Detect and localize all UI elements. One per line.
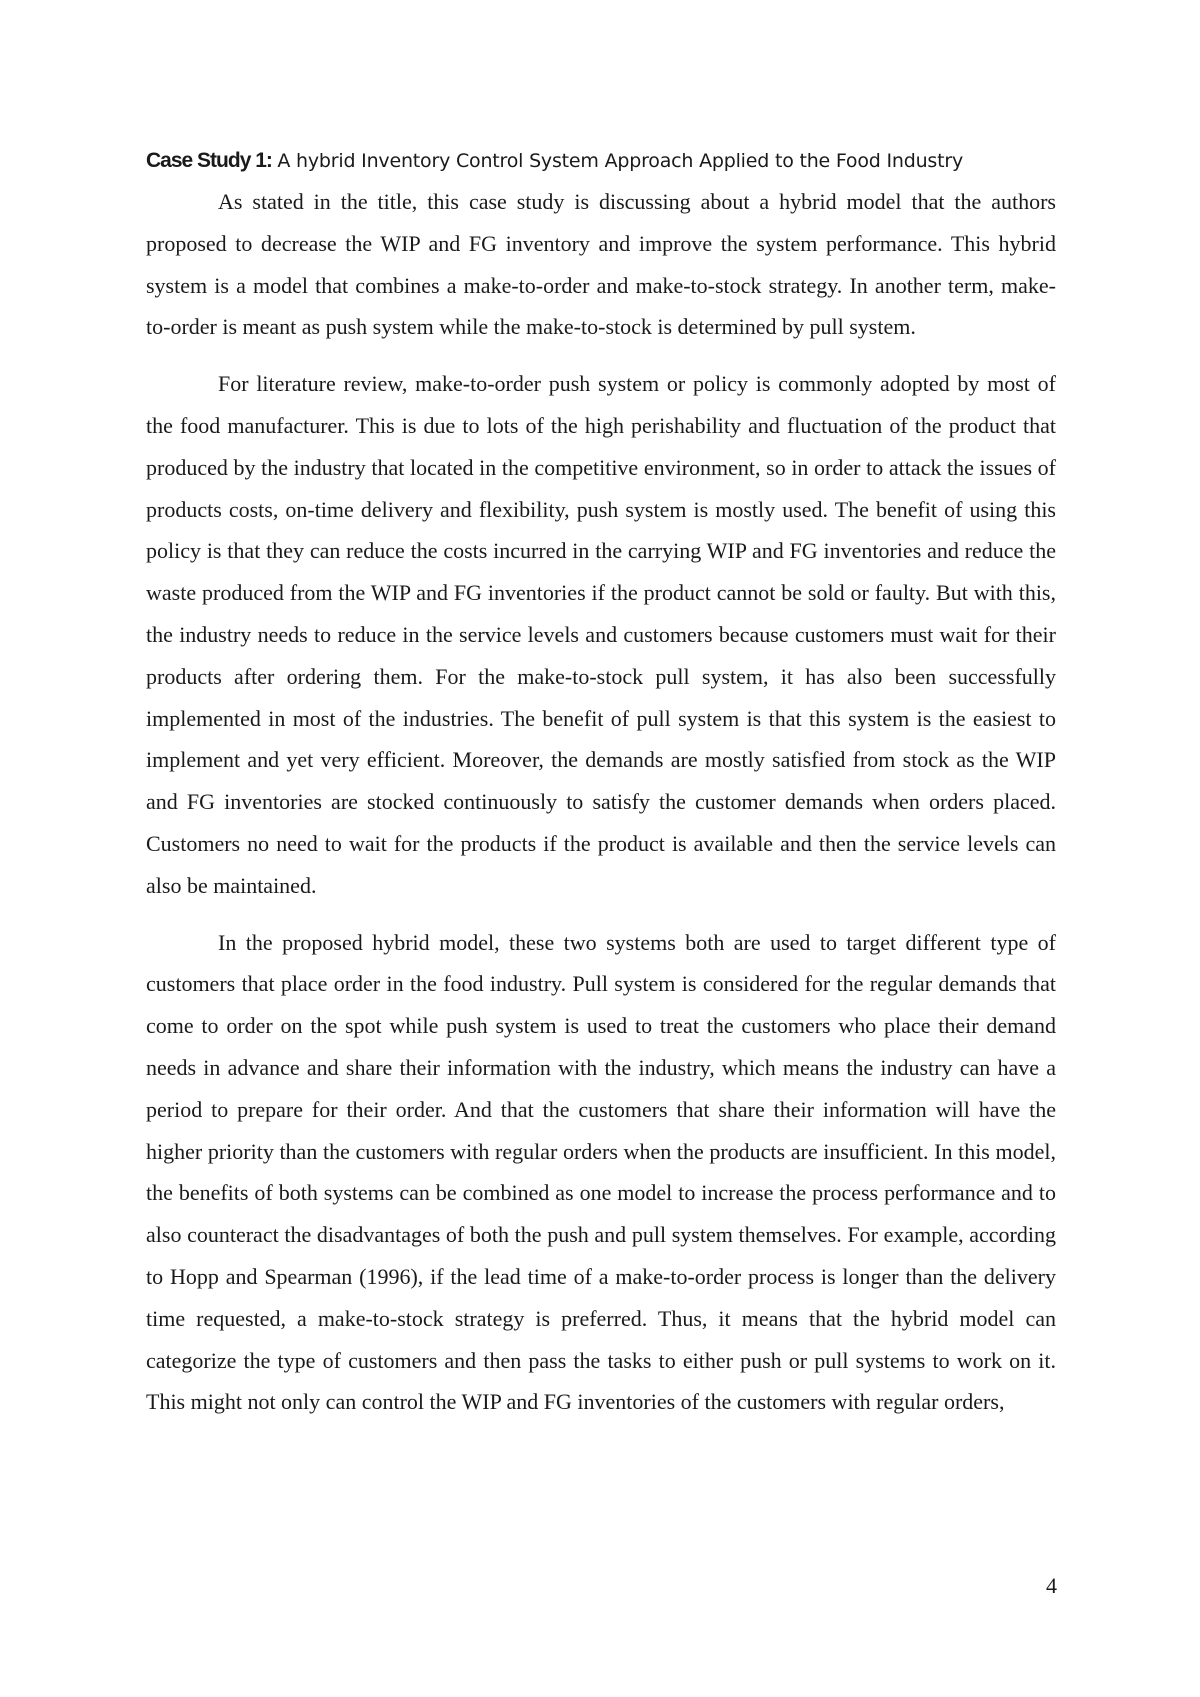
paragraph-proposed-model: In the proposed hybrid model, these two systems both are used to target different type of customers that place order in the food industry. Pull system is considered for the regular demands that come to order on the spot while push system is used to treat the customers who place their demand needs in advance and share their information with the industry, which means the industry can have a period to prepare for their order. And that the customers that share their information will have the higher priority than the customers with regular orders when the products are insufficient. In this model, the benefits of both systems can be combined as one model to increase the process performance and to also counteract the disadvantages of both the push and pull system themselves. For example, according to Hopp and Spearman (1996), if the lead time of a make-to-order process is longer than the delivery time requested, a make-to-stock strategy is preferred. Thus, it means that the hybrid model can categorize the type of customers and then pass the tasks to either push or pull systems to work on it. This might not only can control the WIP and FG inventories of the customers with regular orders, <box>146 929 1056 1415</box>
document-page <box>146 140 1056 1423</box>
case-study-label: Case Study 1: <box>146 149 272 172</box>
page-number: 4 <box>1046 1573 1057 1598</box>
case-study-title: A hybrid Inventory Control System Approach Applied to the Food Industry <box>277 150 964 172</box>
paragraph-intro: As stated in the title, this case study is discussing about a hybrid model that the authors proposed to decrease the WIP and FG inventory and improve the system performance. This hybrid system is a model that combines a make-to-order and make-to-stock strategy. In another term, make-to-order is meant as push system while the make-to-stock is determined by pull system. <box>146 189 1056 340</box>
paragraph-literature-review: For literature review, make-to-order push system or policy is commonly adopted by most of the food manufacturer. This is due to lots of the high perishability and fluctuation of the product that produced by the industry that located in the competitive environment, so in order to attack the issues of products costs, on-time delivery and flexibility, push system is mostly used. The benefit of using this policy is that they can reduce the costs incurred in the carrying WIP and FG inventories and reduce the waste produced from the WIP and FG inventories if the product cannot be sold or faulty. But with this, the industry needs to reduce in the service levels and customers because customers must wait for their products after ordering them. For the make-to-stock pull system, it has also been successfully implemented in most of the industries. The benefit of pull system is that this system is the easiest to implement and yet very efficient. Moreover, the demands are mostly satisfied from stock as the WIP and FG inventories are stocked continuously to satisfy the customer demands when orders placed. Customers no need to wait for the products if the product is available and then the service levels can also be maintained. <box>146 371 1056 898</box>
case-study-heading <box>146 140 1056 181</box>
